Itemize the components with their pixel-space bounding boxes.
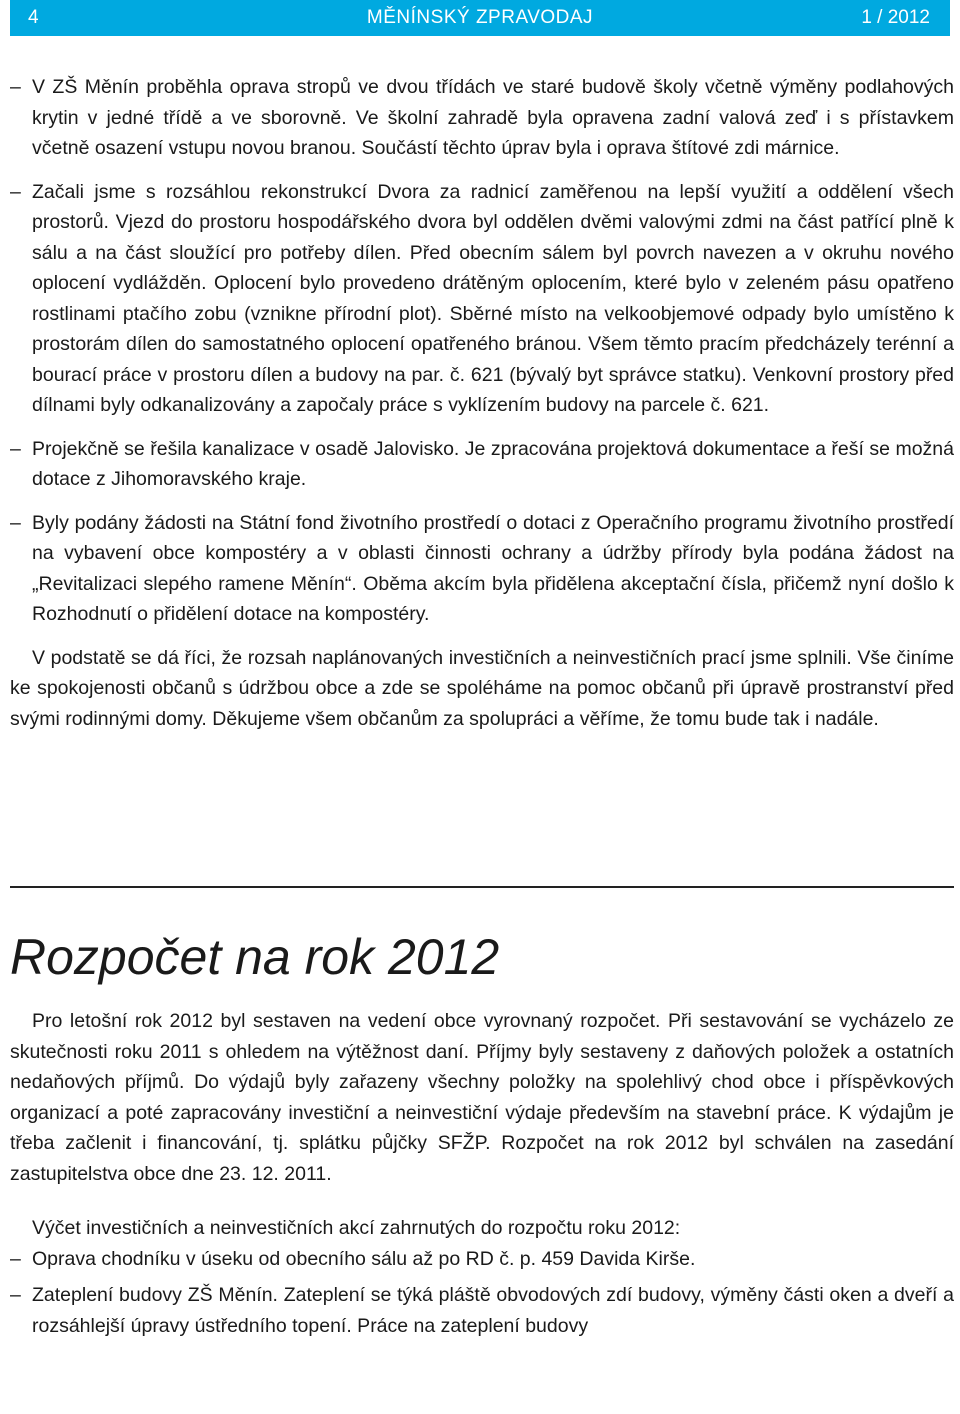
list-item	[10, 1280, 954, 1341]
item-text: Byly podány žádosti na Státní fond životního prostředí o dotaci z Operačního programu životního prostředí na vybavení obce kompostéry a v oblasti činnosti ochrany a údržby přírody byla podána žádost na „Revitalizaci slepého ramene Měnín“. Oběma akcím byla přidělena akceptační čísla, přičemž nyní došlo k Rozhodnutí o přidělení dotace na kompostéry.	[32, 511, 954, 625]
item-text: Začali jsme s rozsáhlou rekonstrukcí Dvora za radnicí zaměřenou na lepší využití a oddělení všech prostorů. Vjezd do prostoru hospodářského dvora byl oddělen dvěmi valovými zdmi na část patřící plně k sálu a na část sloužící pro potřeby dílen. Před obecním sálem byl povrch navezen a v okruhu nového oplocení vydlážděn. Oplocení bylo provedeno drátěným oplocením, které bylo v zeleném pásu opatřeno rostlinami ptačího zobu (vznikne přírodní plot). Sběrné místo na velkoobjemové odpady bylo umístěno k prostorám dílen do samostatného oplocení opatřeného bránou. Všem těmto pracím předcházely terénní a bourací práce v prostoru dílen a budovy na par. č. 621 (bývalý byt správce statku). Venkovní prostory před dílnami byly odkanalizovány a započaly práce s vyklízením budovy na parcele č. 621.	[32, 180, 954, 416]
item-text: Oprava chodníku v úseku od obecního sálu až po RD č. p. 459 Davida Kirše.	[32, 1247, 696, 1270]
list-item	[10, 508, 954, 630]
page-header	[10, 0, 950, 36]
item-text: V ZŠ Měnín proběhla oprava stropů ve dvou třídách ve staré budově školy včetně výměny podlahových krytin v jedné třídě a ve sborovně. Ve školní zahradě byla opravena zadní valová zeď i s přístavkem včetně osazení vstupu novou branou. Součástí těchto úprav byla i oprava štítové zdi márnice.	[32, 76, 954, 159]
page-number: 4	[28, 7, 39, 28]
dash-bullet: –	[10, 1284, 21, 1306]
dash-bullet: –	[10, 437, 21, 460]
section-divider	[10, 886, 954, 888]
issue-number: 1 / 2012	[861, 7, 930, 28]
item-text: Projekčně se řešila kanalizace v osadě Jalovisko. Je zpracována projektová dokumentace a řeší se možná dotace z Jihomoravského kraje.	[32, 437, 954, 490]
report-content	[10, 72, 954, 734]
list-item	[10, 177, 954, 421]
list-item	[10, 1244, 954, 1275]
item-text: Zateplení budovy ZŠ Měnín. Zateplení se týká pláště obvodových zdí budovy, výměny části oken a dveří a rozsáhlejší úpravy ústředního topení. Práce na zateplení budovy	[32, 1284, 954, 1337]
dash-bullet: –	[10, 180, 21, 203]
dash-bullet: –	[10, 1247, 21, 1270]
conclusion-paragraph: V podstatě se dá říci, že rozsah naplánovaných investičních a neinvestičních prací jsme splnili. Vše činíme ke spokojenosti občanů s údržbou obce a zde se spoléháme na pomoc občanů při úpravě prostranství před svými rodinnými domy. Děkujeme všem občanům za spolupráci a věříme, že tomu bude tak i nadále.	[10, 646, 954, 730]
newsletter-title: MĚNÍNSKÝ ZPRAVODAJ	[366, 7, 594, 28]
dash-bullet: –	[10, 76, 21, 98]
budget-paragraph: Pro letošní rok 2012 byl sestaven na vedení obce vyrovnaný rozpočet. Při sestavování se vycházelo ze skutečnosti roku 2011 s ohledem na výtěžnost daní. Příjmy byly sestaveny z daňových položek a ostatních nedaňových příjmů. Do výdajů byly zařazeny všechny položky na spolehlivý chod obce i příspěvkových organizací a poté zapracovány investiční a neinvestiční výdaje především na stavební práce. K výdajům je třeba začlenit i financování, tj. splátku půjčky SFŽP. Rozpočet na rok 2012 byl schválen na zasedání zastupitelstva obce dne 23. 12. 2011.	[10, 1010, 954, 1185]
list-item	[10, 434, 954, 495]
dash-bullet: –	[10, 511, 21, 534]
list-item	[10, 72, 954, 164]
list-intro: Výčet investičních a neinvestičních akcí zahrnutých do rozpočtu roku 2012:	[32, 1217, 681, 1239]
budget-section	[10, 1006, 954, 1347]
section-title: Rozpočet na rok 2012	[10, 929, 500, 985]
